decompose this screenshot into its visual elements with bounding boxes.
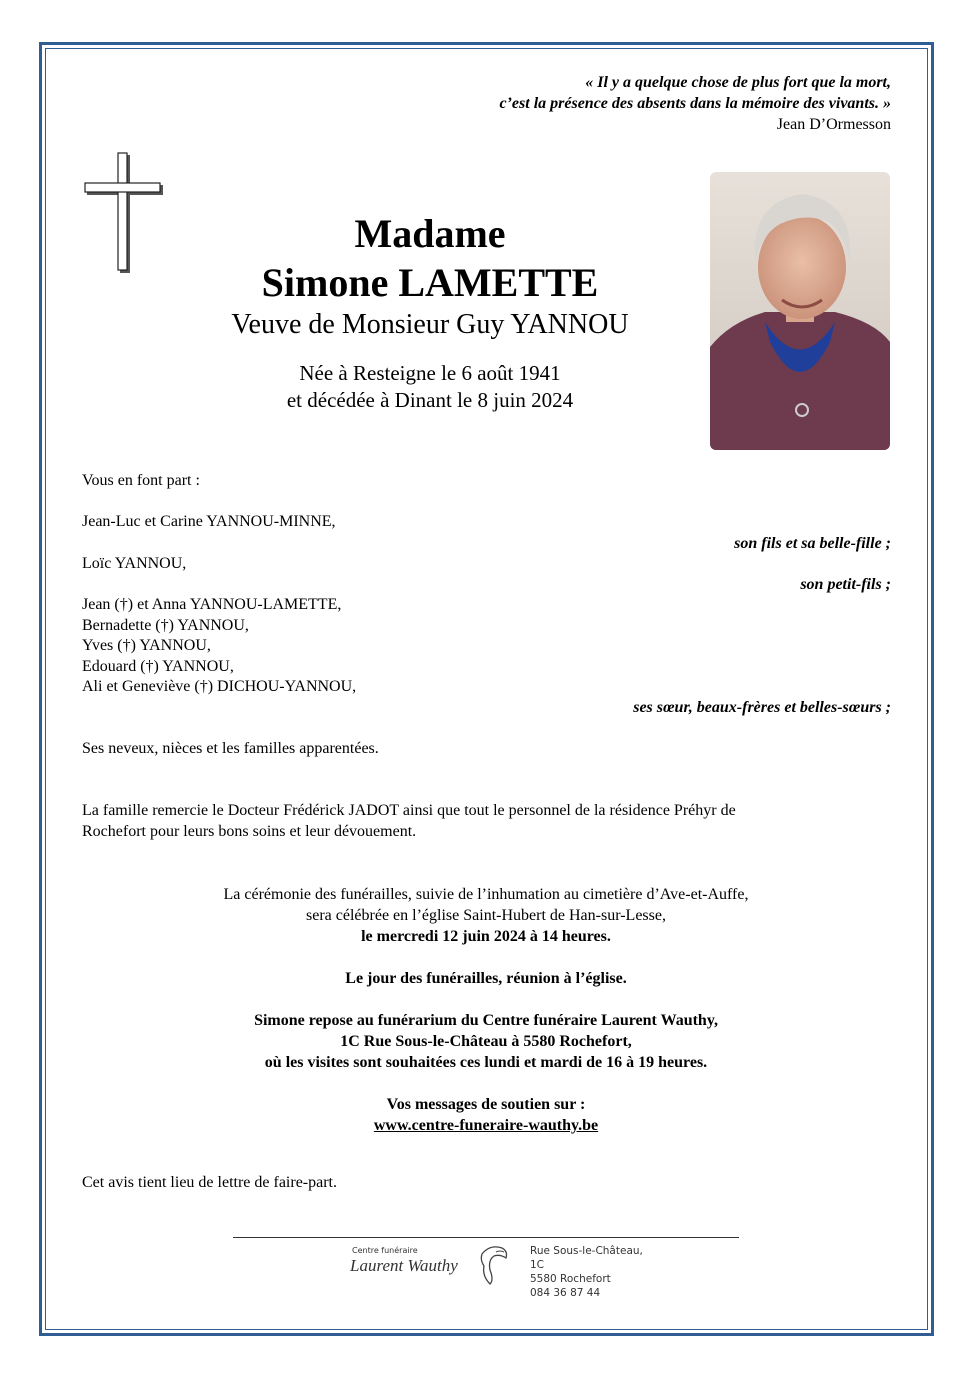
- address-line-2: 5580 Rochefort: [530, 1273, 611, 1285]
- ceremony-line-2: sera célébrée en l’église Saint-Hubert de Han-sur-Lesse,: [306, 907, 666, 924]
- extended-family: Ses neveux, nièces et les familles apparentées.: [82, 740, 379, 757]
- divider: [233, 1237, 739, 1238]
- ceremony-info: [82, 884, 890, 1136]
- ceremony-date: le mercredi 12 juin 2024 à 14 heures.: [361, 928, 611, 945]
- deceased-name: Simone LAMETTE: [261, 260, 599, 305]
- widow-of: Veuve de Monsieur Guy YANNOU: [231, 309, 629, 340]
- quote-line-2: c’est la présence des absents dans la mémoire des vivants. »: [499, 95, 891, 112]
- logo-script-text: Laurent Wauthy: [350, 1256, 458, 1275]
- intro-text: Vous en font part :: [82, 472, 200, 489]
- family-member: Ali et Geneviève (†) DICHOU-YANNOU,: [82, 678, 357, 695]
- meeting-info: Le jour des funérailles, réunion à l’église.: [345, 970, 627, 987]
- quote-author: Jean D’Ormesson: [776, 116, 891, 133]
- funeral-home-address: [530, 1244, 660, 1300]
- address-line-1: Rue Sous-le-Château, 1C: [530, 1245, 643, 1271]
- deceased-block: [130, 210, 730, 414]
- phone-number: 084 36 87 44: [530, 1287, 601, 1299]
- family-group-2: Loïc YANNOU,: [82, 555, 187, 572]
- epigraph: [499, 72, 891, 135]
- rest-line-2: 1C Rue Sous-le-Château à 5580 Rochefort,: [340, 1033, 632, 1050]
- logo-small-text: Centre funéraire: [352, 1246, 418, 1255]
- family-member: Bernadette (†) YANNOU,: [82, 616, 249, 634]
- website-link[interactable]: www.centre-funeraire-wauthy.be: [373, 1117, 599, 1134]
- portrait-photo: [710, 172, 890, 450]
- family-group-1: Jean-Luc et Carine YANNOU-MINNE,: [82, 513, 336, 530]
- family-member: Jean (†) et Anna YANNOU-LAMETTE,: [82, 596, 342, 613]
- closing-text: Cet avis tient lieu de lettre de faire-part.: [82, 1174, 337, 1191]
- family-member: Yves (†) YANNOU,: [82, 637, 211, 654]
- family-group-3: [82, 595, 356, 698]
- ceremony-line-1: La cérémonie des funérailles, suivie de l’inhumation au cimetière d’Ave-et-Auffe,: [223, 886, 749, 903]
- relation-3: ses sœur, beaux-frères et belles-sœurs ;: [633, 699, 891, 716]
- birth-info: Née à Resteigne le 6 août 1941: [299, 361, 561, 385]
- relation-2: son petit-fils ;: [800, 576, 891, 593]
- thanks-line-1: La famille remercie le Docteur Frédérick JADOT ainsi que tout le personnel de la résidence Préhyr de: [82, 802, 736, 819]
- messages-label: Vos messages de soutien sur :: [386, 1096, 586, 1113]
- thanks-line-2: Rochefort pour leurs bons soins et leur dévouement.: [82, 822, 417, 840]
- rest-line-3: où les visites sont souhaitées ces lundi et mardi de 16 à 19 heures.: [264, 1054, 708, 1071]
- deceased-title: Madame: [354, 211, 506, 256]
- thanks-paragraph: [82, 801, 736, 842]
- funeral-home-logo: [340, 1240, 660, 1299]
- death-info: et décédée à Dinant le 8 juin 2024: [286, 388, 574, 412]
- rest-line-1: Simone repose au funérarium du Centre funéraire Laurent Wauthy,: [254, 1012, 718, 1029]
- quote-line-1: « Il y a quelque chose de plus fort que la mort,: [585, 74, 891, 91]
- family-member: Edouard (†) YANNOU,: [82, 657, 234, 675]
- relation-1: son fils et sa belle-fille ;: [734, 535, 891, 552]
- dove-icon: [478, 1242, 512, 1286]
